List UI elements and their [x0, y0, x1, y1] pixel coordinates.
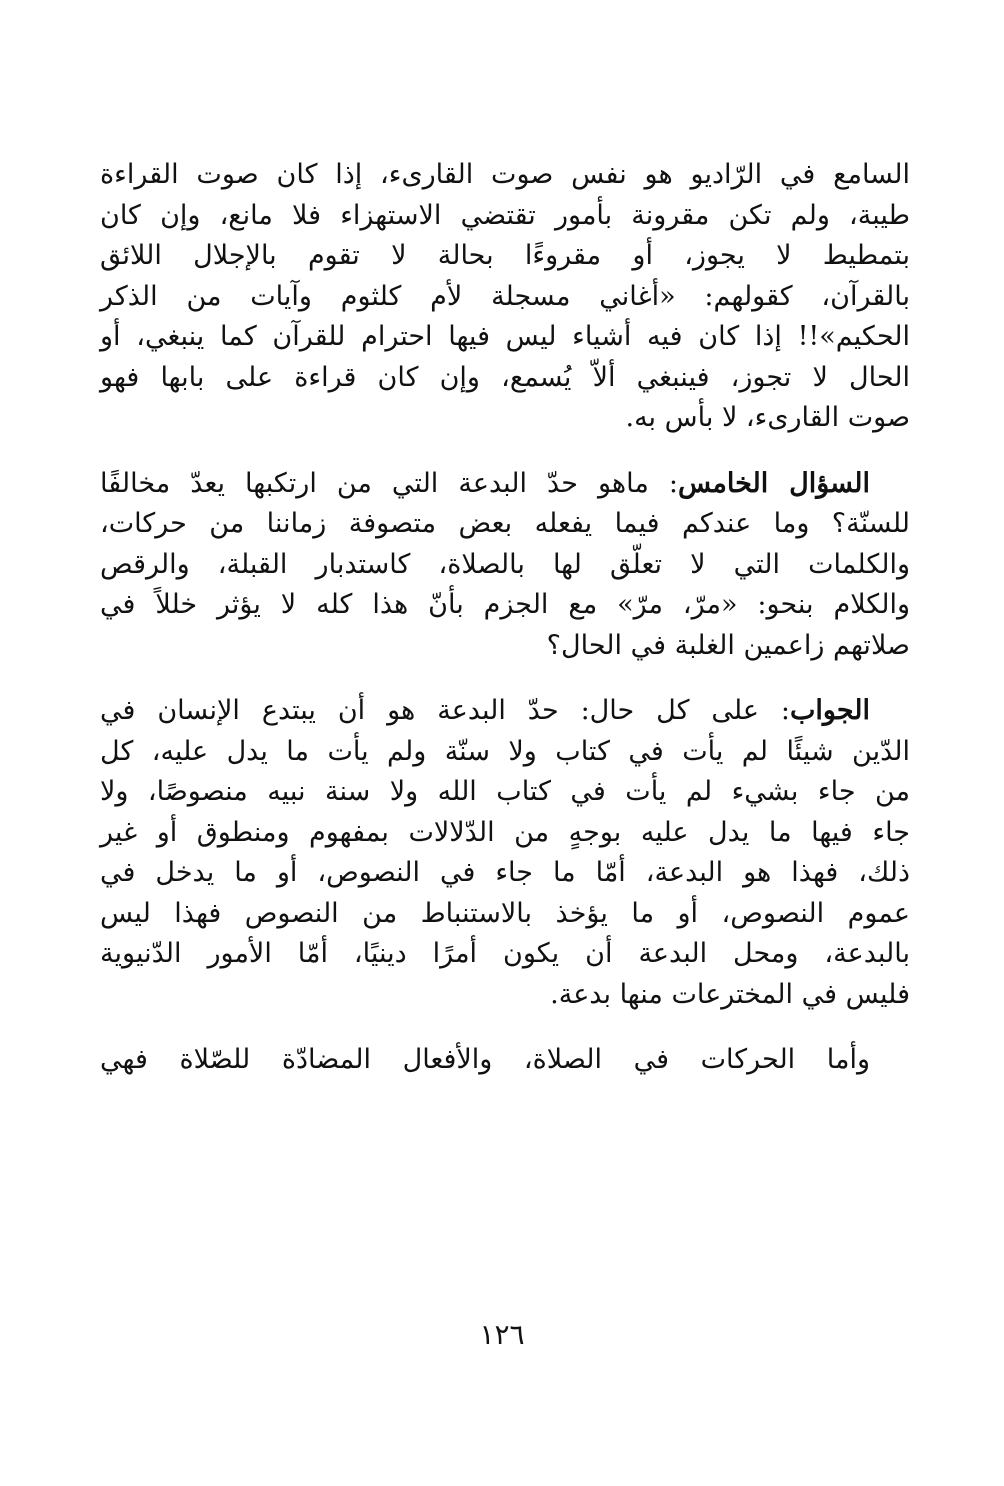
text-line: صوت القارىء، لا بأس به.: [625, 402, 910, 433]
text-line-rest: : على كل حال: حدّ البدعة هو أن يبتدع الإنسان في: [100, 695, 790, 726]
text-line: والكلمات التي لا تعلّق لها بالصلاة، كاستدبار القبلة، والرقص: [100, 548, 910, 580]
page-number: ١٢٦: [479, 1318, 525, 1351]
answer-heading: الجواب: [789, 695, 870, 726]
paragraph-gap: [100, 1015, 910, 1040]
text-line: وأما الحركات في الصلاة، والأفعال المضادّة للصّلاة فهي: [100, 1044, 870, 1075]
paragraph-gap: [100, 666, 910, 691]
paragraph-answer: [100, 691, 910, 1015]
paragraph-gap: [100, 439, 910, 464]
text-line: ذلك، فهذا هو البدعة، أمّا ما جاء في النصوص، أو ما يدخل في: [100, 857, 910, 888]
text-line: للسنّة؟ وما عندكم فيما يفعله بعض متصوفة زماننا من حركات،: [100, 508, 910, 539]
text-line-rest: : ماهو حدّ البدعة التي من ارتكبها يعدّ مخالفًا: [100, 467, 678, 499]
text-line: طيبة، ولم تكن مقرونة بأمور تقتضي الاستهزاء فلا مانع، وإن كان: [100, 199, 910, 231]
text-line: جاء فيها ما يدل عليه بوجهٍ من الدّلالات بمفهوم ومنطوق أو غير: [100, 816, 910, 848]
text-line: بالبدعة، ومحل البدعة أن يكون أمرًا دينيًا، أمّا الأمور الدّنيوية: [100, 938, 910, 969]
paragraph-question: [100, 464, 910, 667]
text-line: الحال لا تجوز، فينبغي ألاّ يُسمع، وإن كان قراءة على بابها فهو: [100, 361, 910, 393]
question-heading: السؤال الخامس: [677, 467, 870, 499]
text-line: بالقرآن، كقولهم: «أغاني مسجلة لأم كلثوم وآيات من الذكر: [100, 280, 910, 312]
paragraph-1: [100, 155, 910, 439]
paragraph-4: [100, 1040, 910, 1081]
text-line: صلاتهم زاعمين الغلبة في الحال؟: [546, 629, 910, 661]
text-line: [100, 464, 910, 505]
body-text: [100, 155, 910, 1081]
text-line: والكلام بنحو: «مرّ، مرّ» مع الجزم بأنّ هذا كله لا يؤثر خللاً في: [100, 589, 910, 620]
text-line: الحكيم»!! إذا كان فيه أشياء ليس فيها احترام للقرآن كما ينبغي، أو: [100, 321, 910, 352]
text-line: فليس في المخترعات منها بدعة.: [550, 978, 910, 1010]
text-line: السامع في الرّاديو هو نفس صوت القارىء، إذا كان صوت القراءة: [100, 159, 910, 190]
text-line: الدّين شيئًا لم يأت في كتاب ولا سنّة ولم يأت ما يدل عليه، كل: [100, 735, 910, 767]
text-line: [100, 691, 910, 732]
text-line: بتمطيط لا يجوز، أو مقروءًا بحالة لا تقوم بالإجلال اللائق: [100, 240, 910, 271]
text-line: من جاء بشيء لم يأت في كتاب الله ولا سنة نبيه منصوصًا، ولا: [100, 776, 910, 807]
text-line: عموم النصوص، أو ما يؤخذ بالاستنباط من النصوص فهذا ليس: [100, 897, 910, 929]
